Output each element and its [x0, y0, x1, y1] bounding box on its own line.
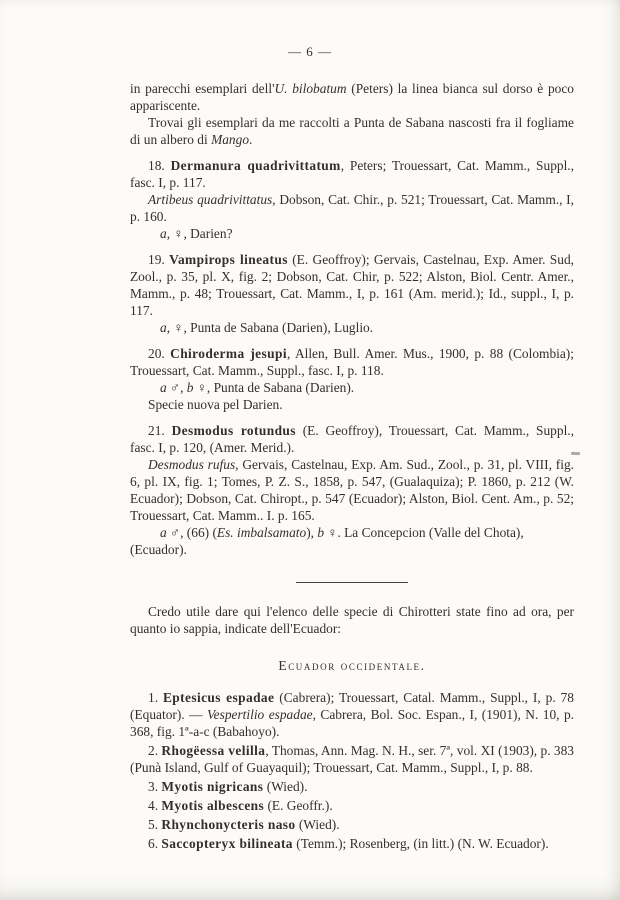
text-run: , ♀, Darien? [166, 226, 233, 242]
specimen-letter: a [160, 320, 167, 336]
species-entry [130, 345, 574, 379]
paragraph [130, 603, 574, 637]
species-name-bold: Rhogëessa velilla [161, 742, 266, 758]
text-run: (Wied). [295, 816, 340, 832]
text-run: (E. Geoffr.). [264, 797, 333, 813]
text-run: , Allen, Bull. Amer. Mus., 1900, p. 88 (Colombia); Trouessart, Cat. Mamm., Suppl., fasc. I, p. 118. [130, 346, 574, 379]
species-name-italic: Artibeus quadrivittatus [148, 192, 273, 208]
species-name-bold: Dermanura quadrivittatum [170, 158, 341, 174]
text-run: , Peters; Trouessart, Cat. Mamm., Suppl., fasc. I, p. 117. [130, 158, 575, 191]
specimen-line [130, 319, 574, 336]
text-run: ♀, Punta de Sabana (Darien). [193, 380, 355, 396]
entry-number: 4. [148, 797, 162, 813]
specimen-letter: a [160, 380, 167, 396]
species-entry [130, 251, 574, 319]
species-name-bold: Vampirops lineatus [169, 252, 288, 268]
text-run: ♂, (66) ( [166, 525, 217, 541]
text-run: (E. Geoffroy), Trouessart, Cat. Mamm., Suppl., fasc. I, p. 120, (Amer. Merid.). [130, 423, 574, 456]
text-run: , Dobson, Cat. Chir., p. 521; Trouessart, Cat. Mamm., I, p. 160. [130, 192, 574, 225]
scan-artifact [571, 452, 580, 455]
entry-number: 6. [148, 835, 162, 851]
synonym-line [130, 456, 574, 524]
specimen-letter: b [186, 380, 194, 396]
species-entry [130, 742, 574, 776]
species-entry [130, 816, 574, 833]
text-run: (Cabrera); Trouessart, Catal. Mamm., Suppl., I, p. 78 (Equator). — [130, 689, 574, 722]
text-run: (Wied). [263, 778, 308, 794]
text-run: Specie nuova pel Darien. [148, 397, 283, 413]
entry-number: 20. [148, 346, 171, 362]
species-name-italic: Desmodus rufus [148, 457, 236, 473]
specimen-letter: a [160, 525, 167, 541]
specimen-line [130, 379, 574, 396]
entry-number: 18. [148, 158, 171, 174]
species-entry [130, 422, 574, 456]
page-number: — 6 — [288, 44, 332, 59]
text-run: ♀. La Concepcion (Valle del Chota), (Ecuador). [130, 525, 524, 558]
species-entry [130, 157, 574, 191]
species-entry [130, 689, 574, 740]
text-run: (Temm.); Rosenberg, (in litt.) (N. W. Ecuador). [292, 835, 549, 851]
species-name-bold: Saccopteryx bilineata [161, 835, 293, 851]
entry-number: 21. [148, 423, 172, 439]
species-entry [130, 835, 574, 852]
paragraph [130, 396, 574, 413]
entry-number: 1. [148, 689, 163, 705]
species-name-bold: Chiroderma jesupi [170, 346, 287, 362]
species-name-bold: Desmodus rotundus [171, 423, 296, 439]
text-run: . [249, 132, 253, 148]
entry-number: 19. [148, 252, 170, 268]
text-run: Credo utile dare qui l'elenco delle specie di Chirotteri state fino ad ora, per quanto io sappia, indicate dell'Ecuador: [130, 604, 574, 637]
text-run: (E. Geoffroy); Gervais, Castelnau, Exp. Amer. Sud, Zool., p. 35, pl. X, fig. 2; Dobson, Cat. Chir, p. 522; Alston, Biol. Centr. Amer., Mamm., p. 48; Trouessart, Cat. Mamm., I, p. 161 (Am. merid.); Id., suppl., I, p. 117. [130, 252, 574, 319]
text-run: in parecchi esemplari dell' [130, 81, 275, 96]
species-name-bold: Eptesicus espadae [162, 689, 275, 705]
paragraph [130, 80, 574, 114]
species-name-bold: Myotis albescens [161, 797, 265, 813]
text-run: , Thomas, Ann. Mag. N. H., ser. 7ª, vol. XI (1903), p. 383 (Punà Island, Gulf of Guayaquil); Trouessart, Cat. Mamm., Suppl., I, p. 88. [130, 742, 575, 775]
entry-number: 3. [148, 778, 162, 794]
species-entry [130, 778, 574, 795]
specimen-line [130, 524, 574, 558]
entry-number: 2. [148, 742, 162, 758]
species-entry [130, 797, 574, 814]
synonym-line [130, 191, 574, 225]
specimen-letter: b [317, 525, 325, 541]
text-run: (Peters) la linea bianca sul dorso è poco appariscente. [130, 81, 574, 114]
species-name-italic: Mango [211, 132, 250, 148]
species-name-italic: U. bilobatum [274, 81, 347, 96]
entry-number: 5. [148, 816, 162, 832]
paragraph [130, 114, 574, 148]
text-run: Trovai gli esemplari da me raccolti a Punta de Sabana nascosti fra il fogliame di un albero di [130, 115, 574, 148]
text-run: , Cabrera, Bol. Soc. Espan., I, (1901), N. 10, p. 368, fig. 1ª-a-c (Babahoyo). [130, 706, 574, 739]
section-heading-text: Ecuador occidentale. [278, 658, 426, 674]
species-name-italic: Vespertilio espadae [206, 706, 313, 722]
text-run: ), [306, 525, 318, 541]
text-run: , ♀, Punta de Sabana (Darien), Luglio. [166, 320, 374, 336]
section-heading [130, 657, 574, 674]
section-divider [296, 582, 408, 583]
species-name-bold: Myotis nigricans [161, 778, 264, 794]
text-run: , Gervais, Castelnau, Exp. Am. Sud., Zool., p. 31, pl. VIII, fig. 6, pl. IX, fig. 1; Tomes, P. Z. S., 1858, p. 547, (Gualaquiza); P. 1860, p. 212 (W. Ecuador); Dobson, Cat. Chiropt., p. 547 (Ecuador); Alston, Biol. Cent. Am., p. 52; Trouessart, Cat. Mamm.. I. p. 165. [130, 457, 574, 524]
text-run: ♂, [166, 380, 187, 396]
species-name-bold: Rhynchonycteris naso [161, 816, 296, 832]
text-block [130, 80, 574, 852]
note-italic: Es. imbalsamato [216, 525, 307, 541]
specimen-line [130, 225, 574, 242]
specimen-letter: a [160, 226, 167, 242]
